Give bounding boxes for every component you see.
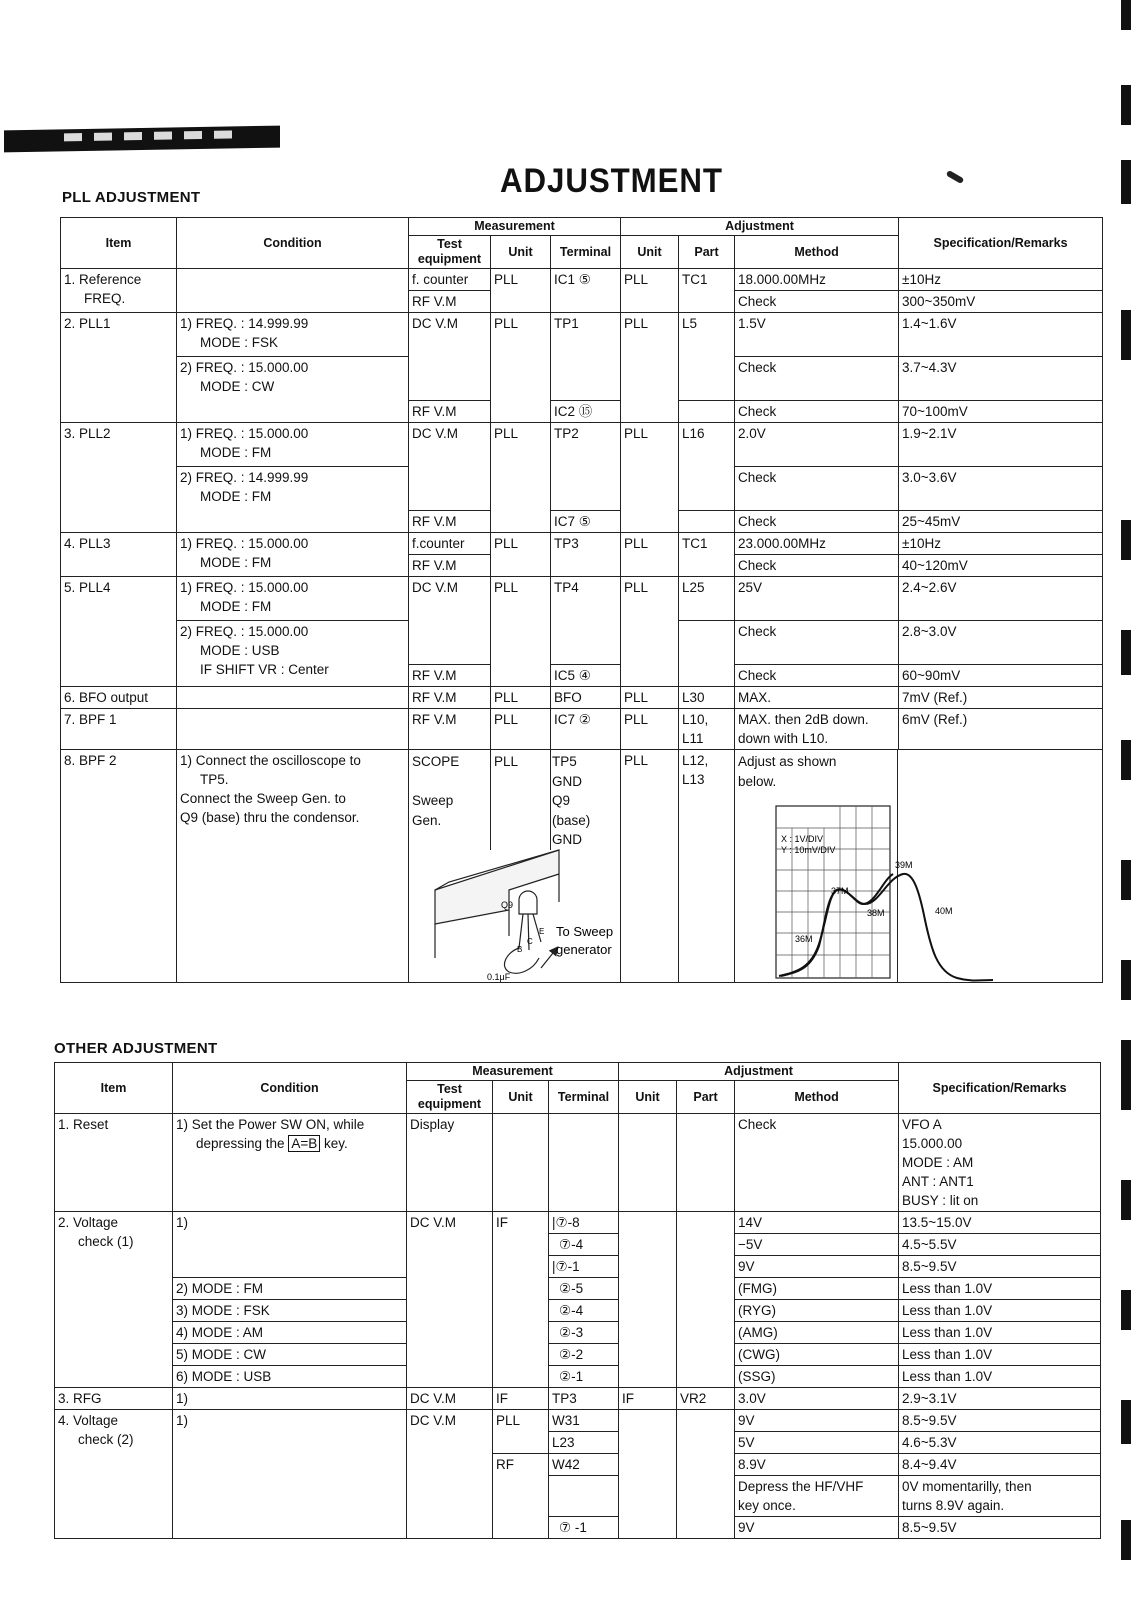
terminal-cell: IC2 ⑮	[551, 401, 621, 423]
header-spec: Specification/Remarks	[899, 218, 1103, 269]
equipment-cell: DC V.M	[407, 1410, 493, 1539]
method-cell: Check	[735, 357, 899, 401]
adj-unit-cell: PLL	[621, 577, 679, 687]
equipment-cell: DC V.M	[407, 1212, 493, 1388]
condition-cell	[177, 687, 409, 709]
terminal-cell	[549, 1476, 619, 1517]
unit-cell: PLL	[491, 709, 551, 750]
spec-cell: Less than 1.0V	[899, 1366, 1101, 1388]
part-cell: L12, L13	[679, 750, 735, 983]
spec-cell: 300~350mV	[899, 291, 1103, 313]
method-cell: 9V	[735, 1256, 899, 1278]
table-row	[61, 423, 1103, 467]
unit-cell	[493, 1114, 549, 1212]
spec-cell: 8.5~9.5V	[899, 1410, 1101, 1432]
equipment-cell: DC V.M	[407, 1388, 493, 1410]
table-header-row	[61, 218, 1103, 236]
method-cell: 9V	[735, 1517, 899, 1539]
spec-cell: 40~120mV	[899, 555, 1103, 577]
page-edge-mark	[1121, 860, 1131, 900]
header-measurement: Measurement	[409, 218, 621, 236]
part-cell	[677, 1212, 735, 1388]
other-section-title: OTHER ADJUSTMENT	[54, 1040, 218, 1057]
spec-cell: 4.5~5.5V	[899, 1234, 1101, 1256]
table-row	[61, 533, 1103, 555]
header-measurement: Measurement	[407, 1063, 619, 1081]
header-adj-unit: Unit	[621, 236, 679, 269]
spec-cell: 7mV (Ref.)	[899, 687, 1103, 709]
condition-cell: 5) MODE : CW	[173, 1344, 407, 1366]
item-cell: 3. PLL2	[61, 423, 177, 533]
pin-c-label: C	[527, 937, 533, 946]
item-cell: 4. PLL3	[61, 533, 177, 577]
header-terminal: Terminal	[551, 236, 621, 269]
equipment-cell: RF V.M	[409, 291, 491, 313]
condition-cell: 1) FREQ. : 14.999.99 MODE : FSK	[177, 313, 409, 357]
method-cell: Check	[735, 555, 899, 577]
a-b-key: A=B	[288, 1135, 320, 1152]
condition-cell: 1) Connect the oscilloscope to TP5. Connect the Sweep Gen. to Q9 (base) thru the condensor.	[177, 750, 409, 983]
spec-cell: 2.8~3.0V	[899, 621, 1103, 665]
connection-diagram	[409, 840, 621, 982]
measurement-figure-cell	[409, 750, 621, 983]
method-cell: 9V	[735, 1410, 899, 1432]
page-edge-mark	[1121, 1040, 1131, 1110]
method-cell: 8.9V	[735, 1454, 899, 1476]
page-edge-mark	[1121, 85, 1131, 125]
method-cell: Check	[735, 401, 899, 423]
spec-cell: 2.9~3.1V	[899, 1388, 1101, 1410]
page-edge-mark	[1121, 1400, 1131, 1444]
condition-cell: 1) FREQ. : 15.000.00 MODE : FM	[177, 533, 409, 577]
unit-text: PLL	[494, 754, 519, 769]
method-cell: Check	[735, 665, 899, 687]
table-row	[61, 687, 1103, 709]
table-header-row	[55, 1063, 1101, 1081]
spec-cell: Less than 1.0V	[899, 1278, 1101, 1300]
spec-cell: 1.4~1.6V	[899, 313, 1103, 357]
terminal-cell: TP3	[549, 1388, 619, 1410]
page-edge-mark	[1121, 740, 1131, 780]
part-cell	[679, 511, 735, 533]
method-cell: 3.0V	[735, 1388, 899, 1410]
method-cell: MAX.	[735, 687, 899, 709]
terminal-cell: BFO	[551, 687, 621, 709]
terminal-cell: TP3	[551, 533, 621, 577]
terminal-cell: ②-5	[549, 1278, 619, 1300]
header-part: Part	[677, 1081, 735, 1114]
table-row	[61, 577, 1103, 621]
condition-cell: 1) FREQ. : 15.000.00 MODE : FM	[177, 423, 409, 467]
condition-cell: 4) MODE : AM	[173, 1322, 407, 1344]
spec-cell: ±10Hz	[899, 269, 1103, 291]
marker-39m: 39M	[895, 860, 913, 870]
scope-y-label: Y : 10mV/DIV	[781, 845, 836, 855]
equipment-list: SCOPE Sweep Gen.	[412, 754, 460, 828]
method-cell: (RYG)	[735, 1300, 899, 1322]
terminal-cell: ②-3	[549, 1322, 619, 1344]
marker-38m: 38M	[867, 908, 885, 918]
header-terminal: Terminal	[549, 1081, 619, 1114]
method-cell: 23.000.00MHz	[735, 533, 899, 555]
unit-cell: PLL	[491, 313, 551, 423]
part-cell: TC1	[679, 533, 735, 577]
marker-36m: 36M	[795, 934, 813, 944]
page-title: ADJUSTMENT	[500, 162, 723, 200]
model-logo-bar	[4, 126, 280, 153]
terminal-cell: IC7 ②	[551, 709, 621, 750]
adj-unit-cell	[619, 1114, 677, 1212]
method-cell: 2.0V	[735, 423, 899, 467]
header-adj-unit: Unit	[619, 1081, 677, 1114]
equipment-cell: RF V.M	[409, 401, 491, 423]
table-row	[55, 1300, 1101, 1322]
adj-unit-cell: PLL	[621, 709, 679, 750]
method-cell: (CWG)	[735, 1344, 899, 1366]
item-cell: 4. Voltage check (2)	[55, 1410, 173, 1539]
capacitor-label: 0.1μF	[487, 972, 511, 982]
equipment-cell: Display	[407, 1114, 493, 1212]
adj-unit-cell: PLL	[621, 687, 679, 709]
spec-cell: 25~45mV	[899, 511, 1103, 533]
unit-cell: IF	[493, 1212, 549, 1388]
page-edge-mark	[1121, 310, 1131, 360]
page-edge-mark	[1121, 160, 1131, 204]
part-cell: L25	[679, 577, 735, 621]
header-method: Method	[735, 236, 899, 269]
equipment-cell: f. counter	[409, 269, 491, 291]
terminal-cell: TP2	[551, 423, 621, 511]
method-cell: Check	[735, 621, 899, 665]
sweep-label-a: To Sweep	[556, 924, 614, 939]
terminal-cell: IC5 ④	[551, 665, 621, 687]
terminal-list: TP5 GND Q9 (base) GND	[552, 754, 591, 847]
terminal-cell: ②-2	[549, 1344, 619, 1366]
method-cell: (AMG)	[735, 1322, 899, 1344]
spec-cell: VFO A 15.000.00 MODE : AM ANT : ANT1 BUSY : lit on	[899, 1114, 1101, 1212]
terminal-cell: ②-4	[549, 1300, 619, 1322]
table-row	[55, 1410, 1101, 1432]
header-condition: Condition	[173, 1063, 407, 1114]
equipment-cell: RF V.M	[409, 555, 491, 577]
method-cell: (SSG)	[735, 1366, 899, 1388]
header-part: Part	[679, 236, 735, 269]
part-cell: L30	[679, 687, 735, 709]
spec-cell: 3.7~4.3V	[899, 357, 1103, 401]
terminal-cell: ②-1	[549, 1366, 619, 1388]
spec-cell: 1.9~2.1V	[899, 423, 1103, 467]
spec-cell: 70~100mV	[899, 401, 1103, 423]
terminal-cell: L23	[549, 1432, 619, 1454]
spec-cell: Less than 1.0V	[899, 1322, 1101, 1344]
header-unit: Unit	[491, 236, 551, 269]
method-cell: 18.000.00MHz	[735, 269, 899, 291]
scope-trace-full	[775, 828, 1015, 1008]
table-row	[61, 401, 1103, 423]
condition-cell: 1)	[173, 1410, 407, 1539]
table-row	[55, 1366, 1101, 1388]
spec-cell: 6mV (Ref.)	[899, 709, 1103, 750]
part-cell: L10, L11	[679, 709, 735, 750]
table-row	[55, 1212, 1101, 1234]
condition-cell: 1) FREQ. : 15.000.00 MODE : FM	[177, 577, 409, 621]
pin-b-label: B	[517, 945, 523, 954]
method-cell: 1.5V	[735, 313, 899, 357]
page-edge-mark	[1121, 630, 1131, 675]
page-edge-mark	[1121, 1290, 1131, 1330]
condition-cell	[177, 401, 409, 423]
item-cell: 6. BFO output	[61, 687, 177, 709]
part-cell	[679, 401, 735, 423]
header-unit: Unit	[493, 1081, 549, 1114]
terminal-cell: W42	[549, 1454, 619, 1476]
header-test-equipment: Test equipment	[407, 1081, 493, 1114]
item-cell: 2. Voltage check (1)	[55, 1212, 173, 1388]
spec-cell: 8.5~9.5V	[899, 1256, 1101, 1278]
method-cell: MAX. then 2dB down. down with L10.	[735, 709, 899, 750]
table-row	[61, 269, 1103, 291]
method-cell: Depress the HF/VHF key once.	[735, 1476, 899, 1517]
adj-unit-cell: PLL	[621, 313, 679, 423]
scope-x-label: X : 1V/DIV	[781, 834, 824, 844]
item-cell: 2. PLL1	[61, 313, 177, 423]
method-cell: −5V	[735, 1234, 899, 1256]
spec-cell: 2.4~2.6V	[899, 577, 1103, 621]
condition-cell: 2) FREQ. : 15.000.00 MODE : CW	[177, 357, 409, 401]
method-text: Adjust as shown below.	[738, 754, 837, 789]
adj-unit-cell: PLL	[621, 750, 679, 983]
condition-cell: 1)	[173, 1212, 407, 1278]
page-edge-mark	[1121, 0, 1131, 30]
terminal-cell: TP4	[551, 577, 621, 665]
page-edge-mark	[1121, 1520, 1131, 1560]
terminal-cell: W31	[549, 1410, 619, 1432]
spec-cell: 0V momentarilly, then turns 8.9V again.	[899, 1476, 1101, 1517]
terminal-cell: IC1 ⑤	[551, 269, 621, 313]
header-method: Method	[735, 1081, 899, 1114]
part-cell	[677, 1410, 735, 1539]
condition-cell	[177, 269, 409, 313]
part-cell: L5	[679, 313, 735, 401]
header-item: Item	[61, 218, 177, 269]
marker-37m: 37M	[831, 886, 849, 896]
part-cell	[677, 1114, 735, 1212]
terminal-cell: IC7 ⑤	[551, 511, 621, 533]
marker-40m: 40M	[935, 906, 953, 916]
table-row	[55, 1388, 1101, 1410]
method-cell: Check	[735, 1114, 899, 1212]
header-test-equipment: Test equipment	[409, 236, 491, 269]
spec-cell: 8.5~9.5V	[899, 1517, 1101, 1539]
condition-cell: 1)	[173, 1388, 407, 1410]
condition-cell: 1) Set the Power SW ON, while depressing the A=B key.	[173, 1114, 407, 1212]
equipment-cell: DC V.M	[409, 313, 491, 401]
unit-cell: PLL	[491, 577, 551, 687]
table-row	[61, 313, 1103, 357]
equipment-cell: RF V.M	[409, 665, 491, 687]
spec-cell: 4.6~5.3V	[899, 1432, 1101, 1454]
condition-cell: 2) MODE : FM	[173, 1278, 407, 1300]
unit-cell: PLL	[491, 687, 551, 709]
sweep-label-b: generator	[556, 942, 612, 957]
header-adjustment: Adjustment	[619, 1063, 899, 1081]
header-spec: Specification/Remarks	[899, 1063, 1101, 1114]
page-edge-mark	[1121, 960, 1131, 1000]
unit-cell: RF	[493, 1454, 549, 1539]
spec-cell: 3.0~3.6V	[899, 467, 1103, 511]
item-cell: 8. BPF 2	[61, 750, 177, 983]
item-cell: 1. Reference FREQ.	[61, 269, 177, 313]
equipment-cell: RF V.M	[409, 511, 491, 533]
pll-section-title: PLL ADJUSTMENT	[62, 189, 201, 206]
terminal-cell: TP1	[551, 313, 621, 401]
method-cell: (FMG)	[735, 1278, 899, 1300]
other-adjustment-table	[54, 1062, 1101, 1539]
item-cell: 5. PLL4	[61, 577, 177, 687]
method-cell: 5V	[735, 1432, 899, 1454]
condition-cell	[177, 511, 409, 533]
condition-cell	[177, 709, 409, 750]
spec-cell: ±10Hz	[899, 533, 1103, 555]
adj-unit-cell	[619, 1212, 677, 1388]
terminal-cell: |⑦-8	[549, 1212, 619, 1234]
page-edge-mark	[1121, 520, 1131, 560]
adj-unit-cell: PLL	[621, 423, 679, 533]
item-cell: 7. BPF 1	[61, 709, 177, 750]
table-row	[55, 1322, 1101, 1344]
method-cell: Check	[735, 291, 899, 313]
table-row	[61, 709, 1103, 750]
table-row	[55, 1114, 1101, 1212]
unit-cell: IF	[493, 1388, 549, 1410]
equipment-cell: RF V.M	[409, 687, 491, 709]
item-cell: 1. Reset	[55, 1114, 173, 1212]
terminal-cell: ⑦-4	[549, 1234, 619, 1256]
unit-cell: PLL	[493, 1410, 549, 1454]
table-row	[55, 1278, 1101, 1300]
unit-cell: PLL	[491, 269, 551, 313]
adj-unit-cell	[619, 1410, 677, 1539]
terminal-cell: |⑦-1	[549, 1256, 619, 1278]
adj-unit-cell: PLL	[621, 269, 679, 313]
spec-cell: 8.4~9.4V	[899, 1454, 1101, 1476]
method-cell: Check	[735, 511, 899, 533]
adj-unit-cell: PLL	[621, 533, 679, 577]
spec-cell: Less than 1.0V	[899, 1300, 1101, 1322]
print-speck	[946, 170, 965, 184]
terminal-cell	[549, 1114, 619, 1212]
method-cell: 14V	[735, 1212, 899, 1234]
page-edge-mark	[1121, 1180, 1131, 1220]
header-condition: Condition	[177, 218, 409, 269]
equipment-cell: RF V.M	[409, 709, 491, 750]
terminal-cell: ⑦ -1	[549, 1517, 619, 1539]
header-adjustment: Adjustment	[621, 218, 899, 236]
unit-cell: PLL	[491, 533, 551, 577]
condition-cell: 2) FREQ. : 14.999.99 MODE : FM	[177, 467, 409, 511]
unit-cell: PLL	[491, 423, 551, 533]
part-cell	[679, 621, 735, 687]
part-cell: VR2	[677, 1388, 735, 1410]
equipment-cell: DC V.M	[409, 423, 491, 511]
equipment-cell: DC V.M	[409, 577, 491, 665]
equipment-cell: f.counter	[409, 533, 491, 555]
adj-unit-cell: IF	[619, 1388, 677, 1410]
condition-cell: 6) MODE : USB	[173, 1366, 407, 1388]
method-cell: Check	[735, 467, 899, 511]
condition-cell: 3) MODE : FSK	[173, 1300, 407, 1322]
part-cell: TC1	[679, 269, 735, 313]
table-row	[55, 1344, 1101, 1366]
table-row	[61, 511, 1103, 533]
item-cell: 3. RFG	[55, 1388, 173, 1410]
header-item: Item	[55, 1063, 173, 1114]
method-cell: 25V	[735, 577, 899, 621]
spec-cell: 60~90mV	[899, 665, 1103, 687]
pin-e-label: E	[539, 927, 545, 936]
condition-cell: 2) FREQ. : 15.000.00 MODE : USB IF SHIFT VR : Center	[177, 621, 409, 687]
spec-cell: Less than 1.0V	[899, 1344, 1101, 1366]
q9-label: Q9	[501, 900, 514, 910]
part-cell: L16	[679, 423, 735, 511]
spec-cell: 13.5~15.0V	[899, 1212, 1101, 1234]
